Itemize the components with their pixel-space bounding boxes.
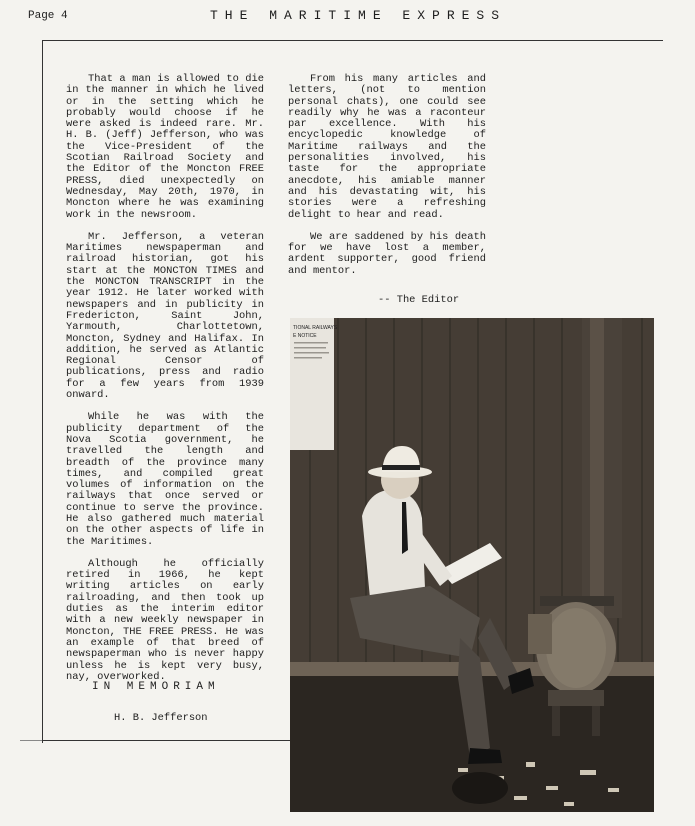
- frame-bottom-rule: [42, 740, 290, 741]
- paragraph-1: That a man is allowed to die in the manner in which he lived or in the setting which he probably would choose if he were asked is indeed rare. Mr. H. B. (Jeff) Jefferson, who was the Vice-President of the Scotian Railroad Society and the Editor of the Moncton FREE PRESS, died unexpectedly on Wednesday, May 20th, 1970, in Moncton where he was examining work in the newsroom.: [66, 73, 264, 221]
- paragraph-6: We are saddened by his death for we have lost a member, ardent supporter, good friend and mentor.: [288, 230, 486, 277]
- jefferson-photo: [290, 318, 654, 812]
- paragraph-3: While he was with the publicity department of the Nova Scotia government, he travelled the length and breadth of the province many times, and compiled great volumes of information on the railways that once served or continue to serve the province. He also gathered much material on the other aspects of life in the Maritimes.: [66, 411, 264, 548]
- paragraph-2: Mr. Jefferson, a veteran Maritimes newspaperman and railroad historian, got his start at the MONCTON TIMES and the MONCTON TRANSCRIPT in the year 1912. He later worked with newspapers and in publicity in Fredericton, Saint John, Yarmouth, Charlottetown, Moncton, Sydney and Halifax. In addition, he served as Atlantic Regional Censor of publications, press and radio for a few years from 1939 onward.: [66, 230, 264, 402]
- page-number: Page 4: [28, 10, 68, 22]
- memoriam-name: H. B. Jefferson: [114, 712, 208, 724]
- paragraph-5: From his many articles and letters, (not to mention personal chats), one could see readily why he was a raconteur par excellence. With his encyclopedic knowledge of Maritime railways and the personalities involved, his taste for the appropriate anecdote, his amiable manner and his devastating wit, his stories were a refreshing delight to hear and read.: [288, 73, 486, 221]
- article-left-column: [66, 74, 264, 694]
- memoriam-heading: IN MEMORIAM: [92, 681, 220, 693]
- paragraph-4: Although he officially retired in 1966, he kept writing articles on early railroading, and then took up duties as the interim editor with a new weekly newspaper in Moncton, THE FREE PRESS. He was an example of that breed of newspaperman who is never happy unless he is kept very busy, nay, overworked.: [66, 557, 264, 683]
- page-header: [0, 6, 695, 26]
- article-right-column: [288, 74, 486, 288]
- notice-subtitle: E NOTICE: [293, 333, 317, 339]
- frame-bottom-tick: [20, 740, 42, 741]
- photo-illustration: [290, 318, 654, 812]
- notice-title: TIONAL RAILWAYS: [293, 325, 338, 331]
- masthead-title: THE MARITIME EXPRESS: [210, 8, 507, 23]
- editor-signature: -- The Editor: [378, 294, 460, 306]
